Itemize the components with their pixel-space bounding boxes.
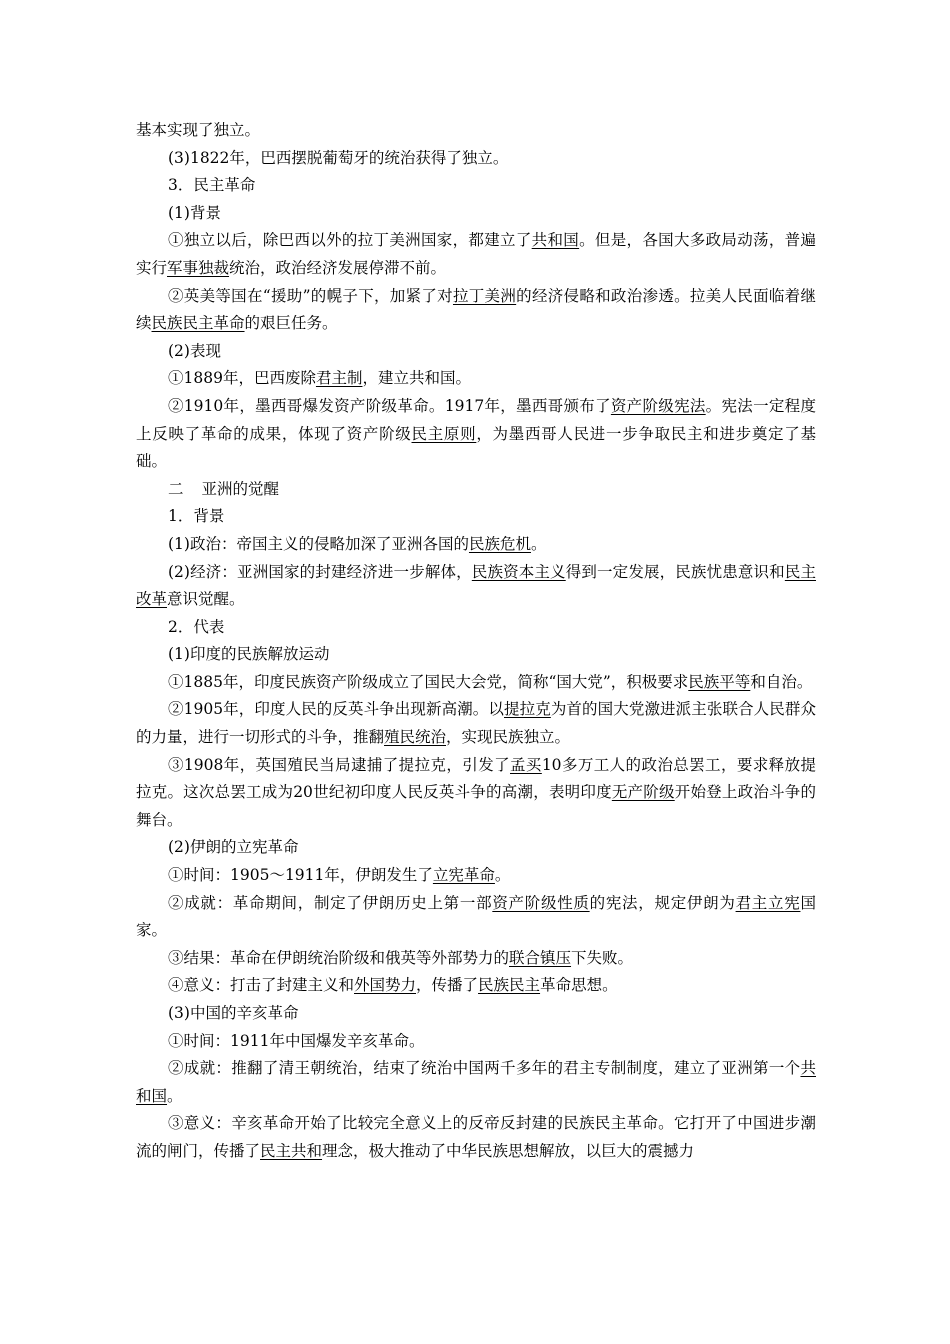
text-segment: (1)政治：帝国主义的侵略加深了亚洲各国的	[168, 534, 469, 553]
text-segment: ③1908年，英国殖民当局逮捕了提拉克，引发了	[168, 755, 510, 774]
text-segment: 1．背景	[168, 507, 225, 526]
paragraph	[136, 834, 816, 862]
paragraph	[136, 393, 816, 476]
underlined-term: 民族资本主义	[471, 562, 566, 581]
paragraph	[136, 200, 816, 228]
text-segment: (3)中国的辛亥革命	[168, 1004, 299, 1022]
underlined-term: 外国势力	[354, 976, 417, 995]
paragraph	[136, 503, 816, 531]
text-segment: 为首的国大党激进派主张联合人民群众的力量，进行一切形式的斗争，推翻	[136, 700, 816, 747]
text-segment: 。	[530, 534, 547, 553]
text-segment: ①1885年，印度民族资产阶级成立了国民大会党，简称“国大党”，积极要求	[168, 672, 689, 691]
paragraph	[136, 559, 816, 614]
paragraph	[136, 862, 816, 890]
underlined-term: 资产阶级性质	[492, 893, 590, 912]
text-segment: ②1905年，印度人民的反英斗争出现新高潮。以	[168, 700, 505, 719]
text-segment: 下失败。	[571, 948, 634, 967]
paragraph	[136, 117, 816, 145]
underlined-term: 拉丁美洲	[452, 286, 517, 305]
underlined-term: 君主立宪	[735, 893, 801, 912]
text-segment: 。	[167, 1086, 183, 1105]
paragraph	[136, 614, 816, 642]
paragraph	[136, 227, 816, 282]
underlined-term: 孟买	[510, 755, 542, 774]
underlined-term: 提拉克	[504, 700, 551, 719]
paragraph	[136, 890, 816, 945]
paragraph	[136, 1028, 816, 1056]
paragraph	[136, 641, 816, 669]
paragraph	[136, 1110, 816, 1165]
text-segment: 亚洲的觉醒	[201, 479, 280, 498]
underlined-term: 民族民主革命	[151, 314, 245, 333]
text-segment: ②1910年，墨西哥爆发资产阶级革命。1917年，墨西哥颁布了	[168, 396, 611, 415]
underlined-term: 民主改革	[136, 562, 816, 609]
text-segment: 理念，极大推动了中华民族思想解放，以巨大的震撼力	[322, 1141, 695, 1160]
text-segment: 的宪法，规定伊朗为	[589, 893, 736, 912]
text-segment: ③意义：辛亥革命开始了比较完全意义上的反帝反封建的民族民主革命。它打开了中国进步潮流的闸门，传播了	[136, 1114, 816, 1160]
underlined-term: 共和国	[136, 1059, 816, 1105]
paragraph	[136, 531, 816, 559]
text-segment: 的艰巨任务。	[244, 314, 338, 333]
text-segment: 。宪法一定程度上反映了革命的成果，体现了资产阶级	[136, 396, 816, 443]
underlined-term: 军事独裁	[167, 258, 230, 277]
paragraph	[136, 338, 816, 366]
text-segment: 。	[494, 866, 511, 885]
underlined-term: 民族平等	[688, 672, 751, 691]
text-segment: (3)1822年，巴西摆脱葡萄牙的统治获得了独立。	[168, 148, 509, 167]
text-segment: ②成就：革命期间，制定了伊朗历史上第一部	[168, 893, 493, 912]
paragraph	[136, 145, 816, 173]
underlined-term: 无产阶级	[611, 783, 675, 802]
paragraph	[136, 1055, 816, 1110]
underlined-term: 联合镇压	[509, 948, 572, 967]
text-segment: ①1889年，巴西废除	[168, 369, 316, 388]
underlined-term: 民主共和	[260, 1141, 323, 1160]
paragraph	[136, 752, 816, 835]
text-segment: (1)印度的民族解放运动	[168, 645, 330, 664]
paragraph	[136, 945, 816, 973]
text-segment: 的经济侵略和政治渗透。拉美人民面临着继续	[136, 286, 816, 333]
underlined-term: 君主制	[315, 369, 363, 388]
text-segment: 10多万工人的政治总罢工，要求释放提拉克。这次总罢工成为20世纪初印度人民反英斗争的高潮，表明印度	[136, 755, 816, 802]
text-segment: (2)表现	[168, 341, 221, 360]
text-segment: ，为墨西哥人民进一步争取民主和进步奠定了基础。	[136, 424, 816, 471]
text-segment: 得到一定发展，民族忧患意识和	[565, 562, 785, 581]
text-segment: 统治，政治经济发展停滞不前。	[229, 258, 447, 277]
underlined-term: 民主原则	[411, 424, 477, 443]
text-segment: ②英美等国在“援助”的幌子下，加紧了对	[168, 286, 453, 305]
text-segment: (2)伊朗的立宪革命	[168, 838, 299, 857]
paragraph	[136, 669, 816, 697]
underlined-term: 民族民主	[478, 976, 541, 995]
underlined-term: 民族危机	[468, 534, 531, 553]
text-segment: 二	[168, 479, 184, 498]
paragraph	[136, 283, 816, 338]
paragraph	[136, 476, 816, 504]
text-segment: ①时间：1911年中国爆发辛亥革命。	[168, 1031, 425, 1050]
text-segment: 3．民主革命	[168, 176, 256, 195]
paragraph	[136, 365, 816, 393]
paragraph	[136, 172, 816, 200]
underlined-term: 资产阶级宪法	[610, 396, 706, 415]
text-segment: 国家。	[136, 893, 816, 940]
text-segment: ，建立共和国。	[362, 369, 471, 388]
text-segment: 革命思想。	[540, 976, 618, 995]
text-segment: (1)背景	[168, 203, 221, 222]
text-segment: ②成就：推翻了清王朝统治，结束了统治中国两千多年的君主专制制度，建立了亚洲第一个	[168, 1059, 801, 1078]
paragraph	[136, 972, 816, 1000]
text-segment: 基本实现了独立。	[136, 121, 261, 139]
text-segment: ①时间：1905～1911年，伊朗发生了	[168, 866, 433, 885]
text-segment: 。但是，各国大多政局动荡，普遍实行	[136, 231, 816, 277]
paragraph	[136, 696, 816, 751]
text-segment: ③结果：革命在伊朗统治阶级和俄英等外部势力的	[168, 948, 510, 967]
underlined-term: 立宪革命	[432, 866, 495, 885]
text-segment: 开始登上政治斗争的舞台。	[136, 783, 816, 829]
underlined-term: 殖民统治	[384, 728, 447, 747]
text-segment: 意识觉醒。	[167, 590, 245, 609]
text-segment: 2．代表	[168, 617, 225, 636]
text-segment: ④意义：打击了封建主义和	[168, 976, 355, 995]
underlined-term: 共和国	[531, 231, 580, 250]
text-segment: ，传播了	[416, 976, 479, 995]
text-segment: 和自治。	[750, 672, 813, 691]
text-segment: ①独立以后，除巴西以外的拉丁美洲国家，都建立了	[168, 231, 532, 250]
paragraph	[136, 1000, 816, 1028]
text-segment: (2)经济：亚洲国家的封建经济进一步解体，	[168, 562, 472, 581]
document-body	[136, 117, 816, 1166]
text-segment: ，实现民族独立。	[446, 728, 571, 747]
